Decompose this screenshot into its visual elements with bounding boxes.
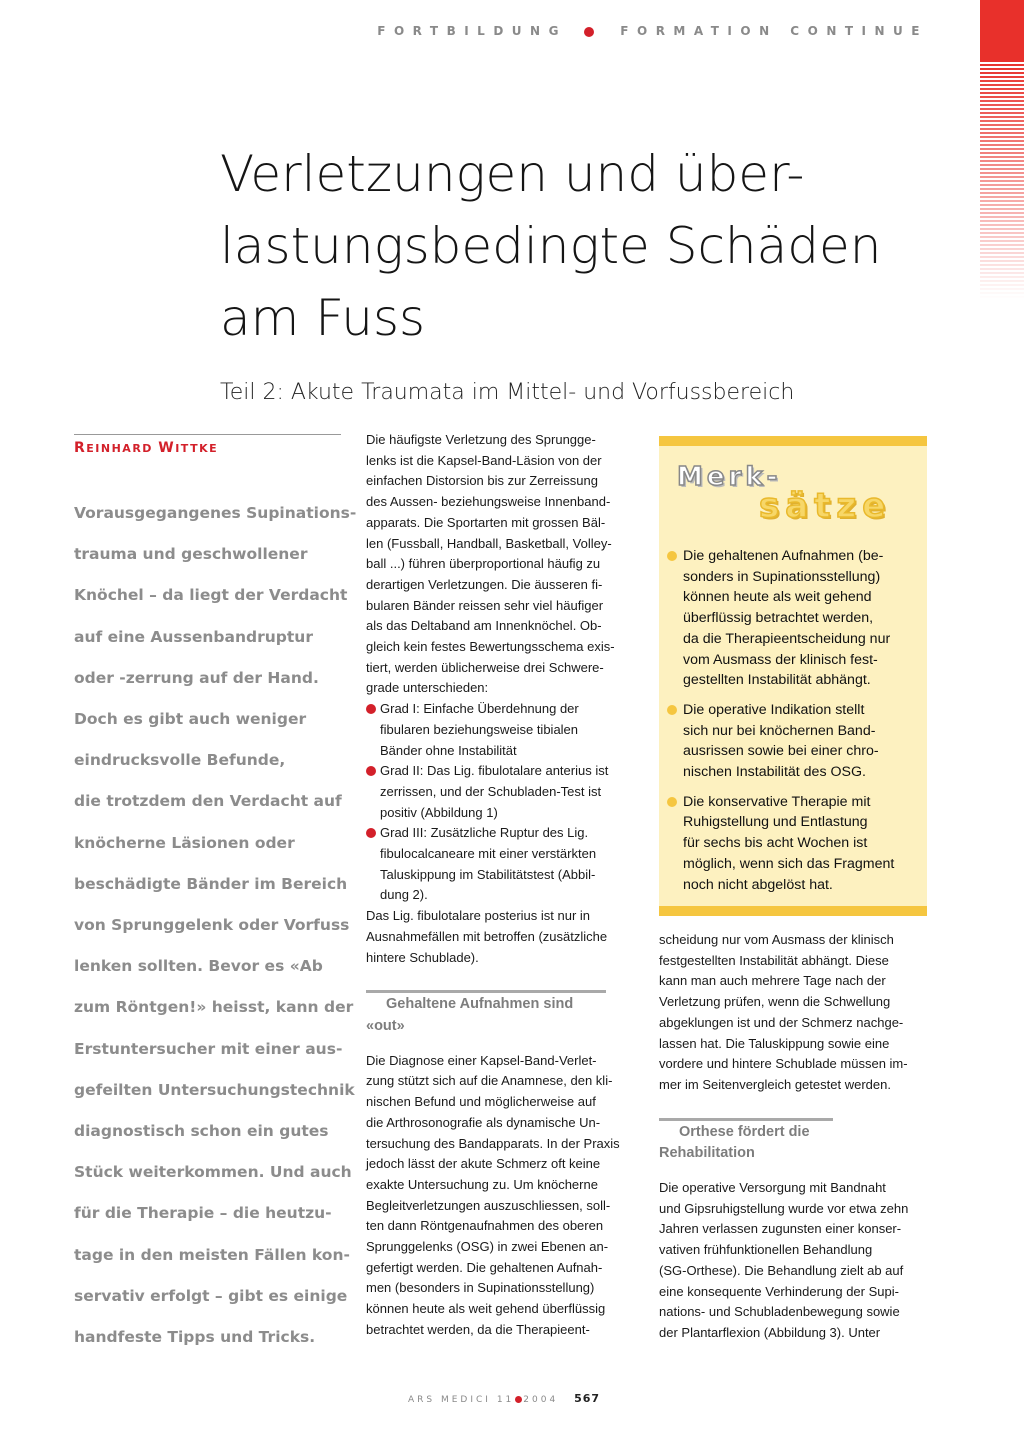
after-paragraph: Das Lig. fibulotalare posterius ist nur in Ausnahmefällen mit betroffen (zusätzliche hintere Schublade). (366, 908, 608, 965)
header-label-fr: FORMATION CONTINUE (620, 24, 928, 38)
decorative-edge-strip (980, 0, 1024, 300)
key-points-title: Merk- (677, 462, 782, 492)
title-line: am Fuss (220, 289, 426, 347)
bullet-icon (366, 704, 376, 714)
body-column-middle (366, 430, 636, 1341)
key-point: Die operative Indikation stellt sich nur bei knöchernen Band- ausrissen sowie bei einer chro- nischen Instabilität des OSG. (667, 700, 922, 783)
grade-list-item: Grad III: Zusätzliche Ruptur des Lig. fibulocalcaneare mit einer verstärkten Taluskippung im Stabilitätstest (Abbil- dung 2). (366, 823, 636, 906)
bullet-icon (667, 551, 677, 561)
title-line: Verletzungen und über- (220, 145, 805, 203)
continued-paragraph: scheidung nur vom Ausmass der klinisch festgestellten Instabilität abhängt. Diese kann man auch mehrere Tage nach der Verletzung prüfen, wenn die Schwellung abgeklungen ist und der Schmerz nachge- lassen hat. Die Taluskippung sowie eine vordere und hintere Schublade müssen im- mer im Seitenvergleich getestet werden. (659, 932, 908, 1092)
section-header (0, 24, 928, 38)
section-divider (659, 1118, 833, 1121)
key-point: Die konservative Therapie mit Ruhigstellung und Entlastung für sechs bis acht Wochen ist möglich, wenn sich das Fragment noch nicht abgelöst hat. (667, 792, 922, 896)
page-footer (408, 1392, 600, 1405)
body-column-right (659, 930, 927, 1344)
article-title (220, 138, 960, 354)
bullet-icon (667, 797, 677, 807)
section-heading-cont: «out» (366, 1017, 405, 1034)
author-divider (74, 434, 341, 435)
header-label-de: FORTBILDUNG (377, 24, 567, 38)
bullet-icon (366, 766, 376, 776)
intro-paragraph: Die häufigste Verletzung des Sprungge- lenks ist die Kapsel-Band-Läsion von der einfachen Distorsion bis zur Zerreissung des Aussen- beziehungsweise Innenband- apparats. Die Sportarten mit grossen Bäl- len (Fussball, Handball, Basketball, Volley- ball ...) führen überproportional häufig zu derartigen Verletzungen. Die äusseren fi- bularen Bänder reissen sehr viel häufiger als das Deltaband am Innenknöchel. Ob- gleich kein festes Bewertungsschema exis- tiert, werden üblicherweise drei Schwere- grade unterschieden: (366, 432, 615, 696)
article-subtitle: Teil 2: Akute Traumata im Mittel- und Vorfussbereich (220, 380, 795, 405)
key-points-title: sätze (759, 486, 892, 526)
title-line: lastungsbedingte Schäden (220, 217, 882, 275)
section-heading: Gehaltene Aufnahmen sind (386, 996, 574, 1013)
page-number: 567 (574, 1392, 601, 1405)
header-dot-icon (584, 27, 594, 37)
key-points-box (659, 436, 927, 916)
author-name: REINHARD WITTKE (74, 440, 219, 456)
lead-paragraph: Vorausgegangenes Supinations- trauma und geschwollener Knöchel – da liegt der Verdacht auf eine Aussenbandruptur oder -zerrung auf der Hand. Doch es gibt auch weniger eindrucksvolle Befunde, die trotzdem den Verdacht auf knöcherne Läsionen oder beschädigte Bänder im Bereich von Sprunggelenk oder Vorfuss lenken sollten. Bevor es «Ab zum Röntgen!» heisst, kann der Erstuntersucher mit einer aus- gefeilten Untersuchungstechnik diagnostisch schon ein gutes Stück weiterkommen. Und auch für die Therapie – die heutzu- tage in den meisten Fällen kon- servativ erfolgt – gibt es einige handfeste Tipps und Tricks. (74, 504, 357, 1347)
footer-dot-icon (515, 1396, 522, 1403)
key-point: Die gehaltenen Aufnahmen (be- sonders in Supinationsstellung) können heute als weit gehend überflüssig betrachtet werden, da die Therapieentscheidung nur vom Ausmass der klinisch fest- gestellten Instabilität abhängt. (667, 546, 922, 691)
bullet-icon (366, 828, 376, 838)
grade-list-item: Grad I: Einfache Überdehnung der fibularen beziehungsweise tibialen Bänder ohne Instabilität (366, 699, 636, 761)
section-divider (366, 990, 606, 993)
journal-name: ARS MEDICI 11 (408, 1395, 515, 1405)
section-heading: Orthese fördert die (679, 1123, 810, 1140)
section-paragraph: Die Diagnose einer Kapsel-Band-Verlet- zung stützt sich auf die Anamnese, den kli- nischen Befund und möglicherweise auf die Arthrosonografie als dynamische Un- tersuchung des Bandapparats. In der Praxis jedoch lässt der akute Schmerz oft keine exakte Untersuchung zu. Um knöcherne Begleitverletzungen auszuschliessen, soll- ten dann Röntgenaufnahmen des oberen Sprunggelenks (OSG) in zwei Ebenen an- gefertigt werden. Die gehaltenen Aufnah- men (besonders in Supinationsstellung) können heute als weit gehend überflüssig betrachtet werden, da die Therapieent- (366, 1052, 620, 1337)
section-paragraph: Die operative Versorgung mit Bandnaht und Gipsruhigstellung wurde vor etwa zehn Jahren verlassen zugunsten einer konser- vativen frühfunktionellen Behandlung (SG-Orthese). Die Behandlung zielt ab auf eine konsequente Verhinderung der Supi- nations- und Schubladenbewegung sowie der Plantarflexion (Abbildung 3). Unter (659, 1180, 909, 1340)
journal-year: 2004 (523, 1395, 559, 1405)
bullet-icon (667, 705, 677, 715)
section-heading-cont: Rehabilitation (659, 1145, 755, 1162)
grade-list-item: Grad II: Das Lig. fibulotalare anterius ist zerrissen, und der Schubladen-Test ist positiv (Abbildung 1) (366, 761, 636, 823)
